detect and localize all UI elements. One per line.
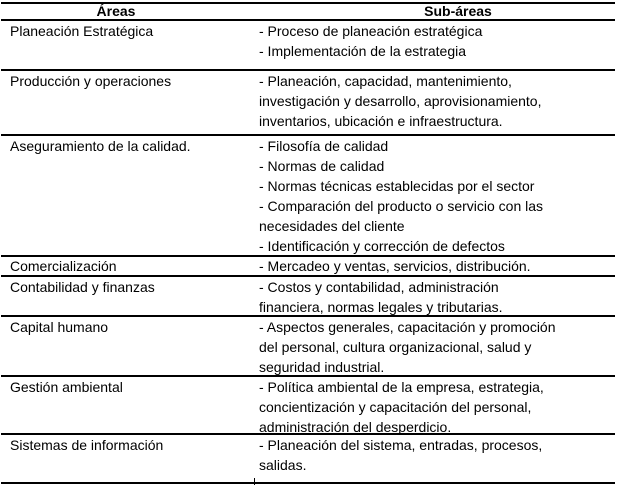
subarea-line: - Aspectos generales, capacitación y promoción [259,319,556,335]
area-cell: Gestión ambiental [10,379,123,395]
area-cell: Planeación Estratégica [10,23,154,39]
subareas-cell [248,256,615,276]
area-cell: Aseguramiento de la calidad. [10,138,191,154]
column-divider-tick [254,478,255,485]
table-row [1,136,615,257]
subarea-line: administración del desperdicio. [259,419,452,435]
subarea-line: - Planeación, capacidad, mantenimiento, [259,73,512,89]
subarea-line: - Comparación del producto o servicio con las [259,198,544,214]
subarea-line: - Filosofía de calidad [259,138,389,154]
subarea-line: financiera, normas legales y tributarias. [259,299,503,315]
area-cell: Comercialización [10,258,117,274]
subarea-line: - Costos y contabilidad, administración [259,279,499,295]
table-row [1,377,615,435]
subarea-line: - Normas técnicas establecidas por el sector [259,178,535,194]
subarea-line: - Identificación y corrección de defectos [259,238,505,254]
table-header [1,2,615,21]
subareas-cell [248,71,615,134]
subarea-line: - Proceso de planeación estratégica [259,23,483,39]
subarea-line: - Planeación del sistema, entradas, procesos, [259,437,543,453]
subarea-line: necesidades del cliente [259,218,405,234]
subareas-cell [248,21,615,69]
subarea-line: inventarios, ubicación e infraestructura. [259,113,503,129]
subareas-cell [248,277,615,315]
subareas-cell [248,377,615,433]
subarea-line: seguridad industrial. [259,359,385,375]
table-row [1,435,615,484]
areas-table [1,2,615,484]
table-row [1,21,615,71]
subareas-cell [248,317,615,375]
table-row [1,317,615,377]
table-row [1,71,615,136]
header-subareas: Sub-áreas [424,3,492,19]
table-row [1,277,615,317]
area-cell: Sistemas de información [10,437,164,453]
area-cell: Producción y operaciones [10,73,172,89]
header-areas: Áreas [96,3,136,19]
area-cell: Capital humano [10,319,109,335]
subarea-line: - Política ambiental de la empresa, estrategia, [259,379,544,395]
subarea-line: investigación y desarrollo, aprovisionamiento, [259,93,542,109]
subarea-line: concientización y capacitación del personal, [259,399,532,415]
subarea-line: - Mercadeo y ventas, servicios, distribución. [259,258,531,274]
table-row [1,257,615,277]
subareas-cell [248,435,615,482]
subarea-line: salidas. [259,457,307,473]
area-cell: Contabilidad y finanzas [10,279,155,295]
subareas-cell [248,136,615,255]
subarea-line: - Normas de calidad [259,158,385,174]
subarea-line: del personal, cultura organizacional, salud y [259,339,532,355]
subarea-line: - Implementación de la estrategia [259,43,466,59]
